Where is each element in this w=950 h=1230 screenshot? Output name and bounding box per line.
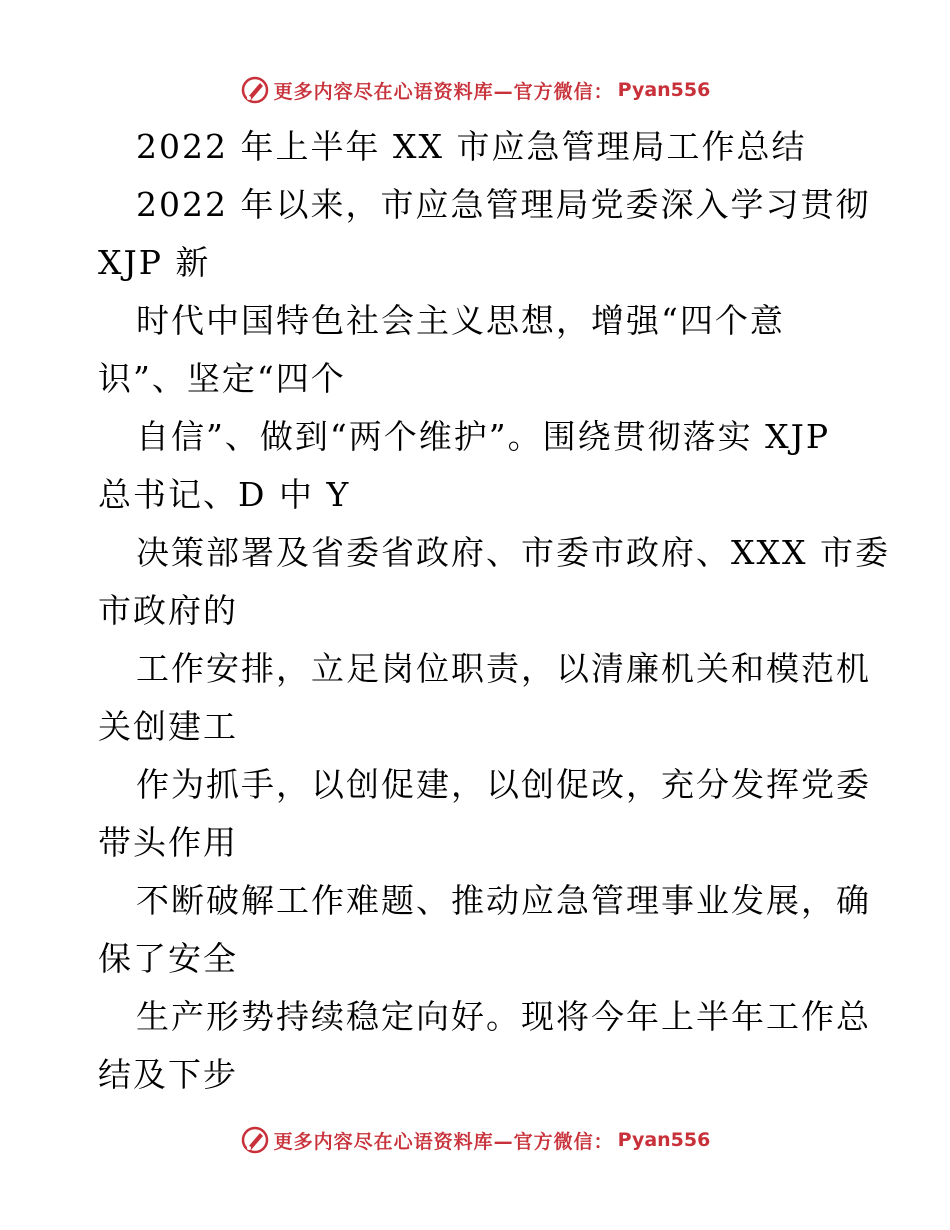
header-banner — [0, 70, 950, 110]
paragraph-line: 总书记、D 中 Y — [98, 475, 351, 514]
paragraph-line: XJP 新 — [98, 243, 211, 282]
paragraph-line: 决策部署及省委省政府、市委市政府、XXX 市委 — [136, 533, 890, 572]
paragraph-line: 不断破解工作难题、推动应急管理事业发展，确 — [136, 881, 871, 920]
paragraph-line: 识”、坚定“四个 — [98, 359, 346, 398]
paragraph-line: 作为抓手，以创促建，以创促改，充分发挥党委 — [136, 765, 871, 804]
pen-logo-icon — [240, 1125, 270, 1155]
pen-logo-icon — [240, 75, 270, 105]
footer-banner — [0, 1120, 950, 1160]
banner-text: 更多内容尽在心语资料库—官方微信： — [273, 80, 614, 103]
paragraph-line: 关创建工 — [98, 707, 238, 746]
wechat-account: Pyan556 — [617, 79, 711, 101]
paragraph-line: 生产形势持续稳定向好。现将今年上半年工作总 — [136, 997, 871, 1036]
paragraph-line: 带头作用 — [98, 823, 238, 862]
paragraph-line: 2022 年以来，市应急管理局党委深入学习贯彻 — [136, 185, 871, 224]
wechat-account: Pyan556 — [617, 1129, 711, 1151]
paragraph-line: 自信”、做到“两个维护”。围绕贯彻落实 XJP — [136, 417, 831, 456]
paragraph-line: 结及下步 — [98, 1055, 238, 1094]
banner-text: 更多内容尽在心语资料库—官方微信： — [273, 1130, 614, 1153]
paragraph-line: 工作安排，立足岗位职责，以清廉机关和模范机 — [136, 649, 871, 688]
document-body — [98, 118, 890, 1104]
document-title: 2022 年上半年 XX 市应急管理局工作总结 — [136, 127, 807, 166]
paragraph-line: 保了安全 — [98, 939, 238, 978]
paragraph-line: 时代中国特色社会主义思想，增强“四个意 — [136, 301, 785, 340]
paragraph-line: 市政府的 — [98, 591, 238, 630]
